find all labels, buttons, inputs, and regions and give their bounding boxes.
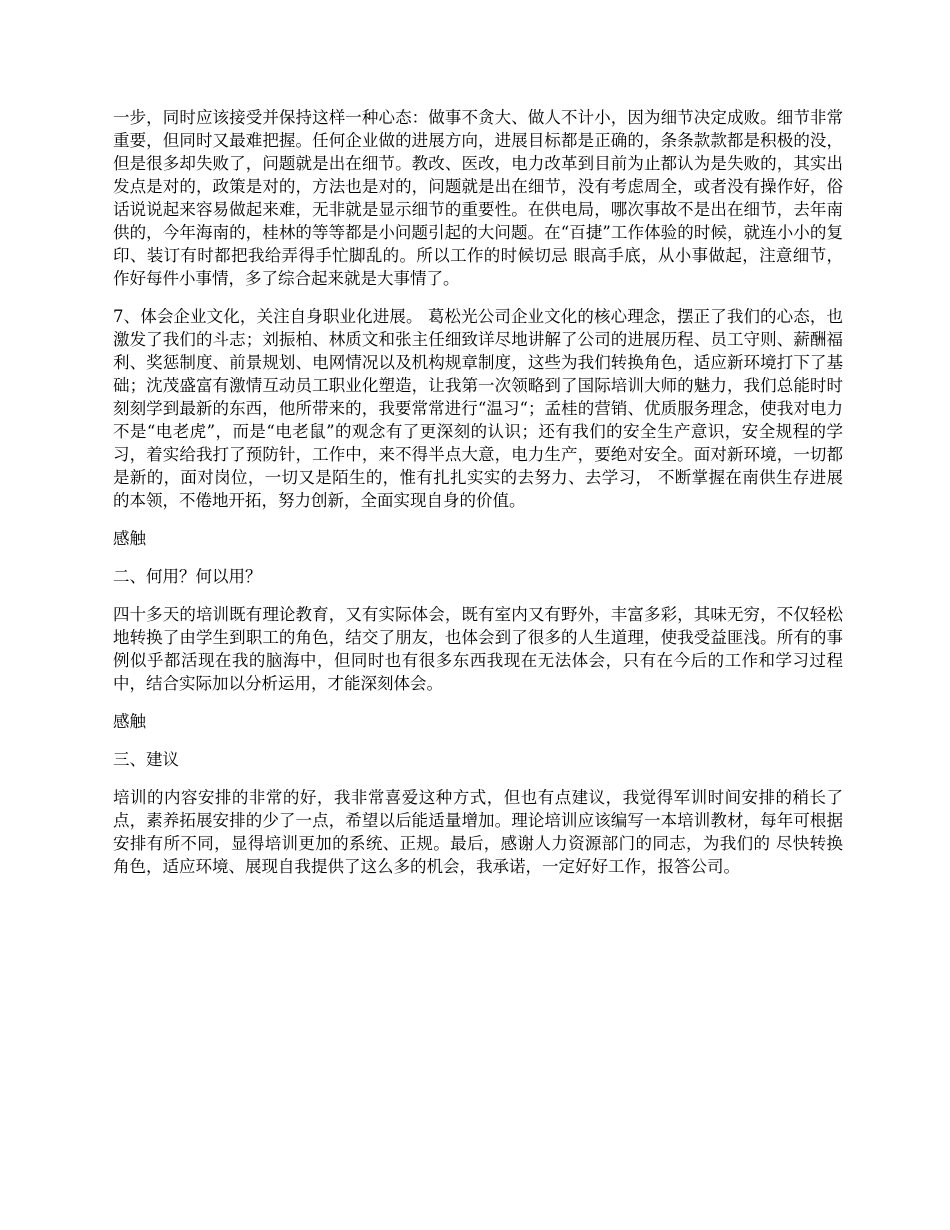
paragraph-corporate-culture: 7、体会企业文化，关注自身职业化进展。 葛松光公司企业文化的核心理念，摆正了我们的心态，也激发了我们的斗志；刘振柏、林质文和张主任细致详尽地讲解了公司的进展历程、员工守则、薪酬福利、奖惩制度、前景规划、电网情况以及机构规章制度，这些为我们转换角色，适应新环境打下了基础；沈茂盛富有激情互动员工职业化塑造，让我第一次领略到了国际培训大师的魅力，我们总能时时刻刻学到最新的东西，他所带来的，我要常常进行“温习“；孟桂的营销、优质服务理念，使我对电力不是“电老虎”，而是“电老鼠”的观念有了更深刻的认识；还有我们的安全生产意识，安全规程的学习，着实给我打了预防针，工作中，来不得半点大意，电力生产，要绝对安全。面对新环境，一切都是新的，面对岗位，一切又是陌生的，惟有扎扎实实的去努力、去学习， 不断掌握在南供生存进展的本领，不倦地开拓，努力创新，全面实现自身的价值。 — [113, 307, 843, 510]
label-feeling-1: 感触 — [113, 529, 146, 548]
paragraph-details: 一步，同时应该接受并保持这样一种心态：做事不贪大、做人不计小，因为细节决定成败。细节非常重要，但同时又最难把握。任何企业做的进展方向，进展目标都是正确的，条条款款都是积极的没，但是很多却失败了，问题就是出在细节。教改、医改，电力改革到目前为止都认为是失败的，其实出发点是对的，政策是对的，方法也是对的，问题就是出在细节，没有考虑周全，或者没有操作好，俗话说说起来容易做起来难，无非就是显示细节的重要性。在供电局，哪次事故不是出在细节，去年南供的，今年海南的，桂林的等等都是小问题引起的大问题。在“百捷”工作体验的时候，就连小小的复印、装订有时都把我给弄得手忙脚乱的。所以工作的时候切忌 眼高手底，从小事做起，注意细节，作好每件小事情，多了综合起来就是大事情了。 — [113, 108, 843, 288]
label-feeling-2: 感触 — [113, 712, 146, 731]
document-body — [113, 106, 843, 893]
paragraph-suggestions: 培训的内容安排的非常的好，我非常喜爱这种方式，但也有点建议，我觉得军训时间安排的稍长了点，素养拓展安排的少了一点，希望以后能适量增加。理论培训应该编写一本培训教材，每年可根据安排有所不同，显得培训更加的系统、正规。最后，感谢人力资源部门的同志，为我们的 尽快转换角色，适应环境、展现自我提供了这么多的机会，我承诺，一定好好工作，报答公司。 — [113, 788, 843, 876]
section-heading-usage: 二、何用？何以用？ — [113, 567, 262, 586]
paragraph-training-summary: 四十多天的培训既有理论教育，又有实际体会，既有室内又有野外，丰富多彩，其味无穷，不仅轻松地转换了由学生到职工的角色，结交了朋友，也体会到了很多的人生道理，使我受益匪浅。所有的事例似乎都活现在我的脑海中，但同时也有很多东西我现在无法体会，只有在今后的工作和学习过程中，结合实际加以分析运用，才能深刻体会。 — [113, 605, 843, 693]
section-heading-suggestions: 三、建议 — [113, 750, 179, 769]
